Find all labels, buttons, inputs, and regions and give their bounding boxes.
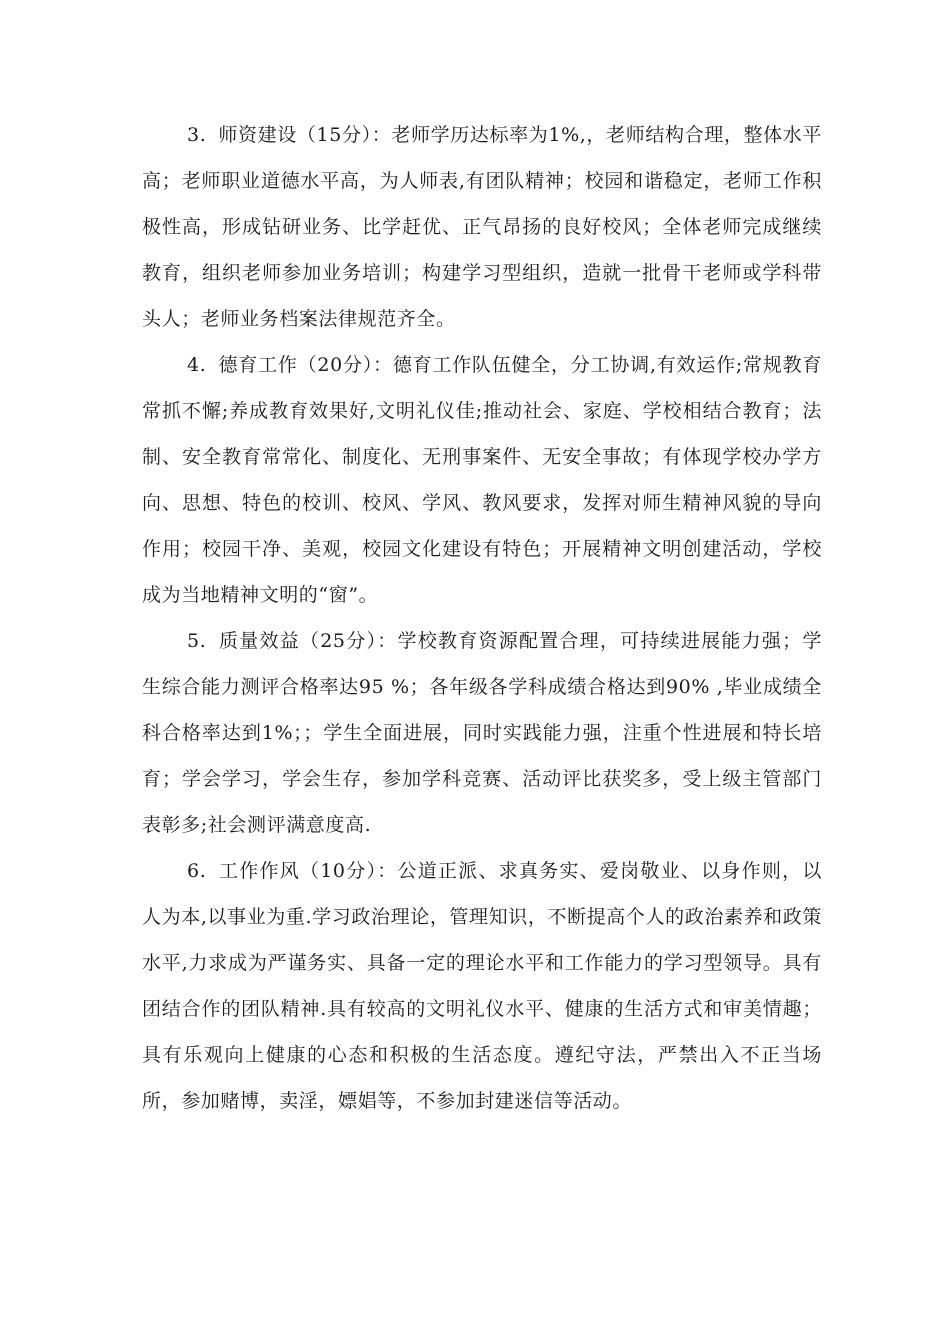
- section-body: 学校教育资源配置合理，可持续进展能力强；学生综合能力测评合格率达95 %；各年级各学科成绩合格达到90% ,毕业成绩全科合格率达到1%；；学生全面进展，同时实践能力强，注重个性进展和特长培育；学会学习，学会生存，参加学科竞赛、活动评比获奖多，受上级主管部门表彰多;社会测评满意度高.: [142, 630, 822, 836]
- section-heading: 德育工作（20分）：: [218, 354, 393, 376]
- paragraph-section-3: [142, 112, 822, 342]
- paragraph-section-6: [142, 848, 822, 1124]
- document-body: [142, 112, 822, 1124]
- section-number: 4.: [187, 354, 207, 376]
- section-number: 3.: [187, 124, 207, 146]
- section-body: 德育工作队伍健全，分工协调,有效运作;常规教育常抓不懈;养成教育效果好,文明礼仪佳;推动社会、家庭、学校相结合教育；法制、安全教育常常化、制度化、无刑事案件、无安全事故；有体现学校办学方向、思想、特色的校训、校风、学风、教风要求，发挥对师生精神风貌的导向作用；校园干净、美观，校园文化建设有特色；开展精神文明创建活动，学校成为当地精神文明的“窗”。: [142, 354, 822, 606]
- paragraph-section-4: [142, 342, 822, 618]
- paragraph-section-5: [142, 618, 822, 848]
- section-heading: 质量效益（25分）：: [218, 630, 398, 652]
- section-body: 老师学历达标率为1%,，老师结构合理，整体水平高；老师职业道德水平高，为人师表,有团队精神；校园和谐稳定，老师工作积极性高，形成钻研业务、比学赶优、正气昂扬的良好校风；全体老师完成继续教育，组织老师参加业务培训；构建学习型组织，造就一批骨干老师或学科带头人；老师业务档案法律规范齐全。: [142, 124, 822, 330]
- section-number: 6.: [187, 860, 207, 882]
- section-number: 5.: [187, 630, 207, 652]
- section-heading: 师资建设（15分）：: [218, 124, 392, 146]
- section-heading: 工作作风（10分）：: [218, 860, 398, 882]
- section-body: 公道正派、求真务实、爱岗敬业、以身作则，以人为本,以事业为重.学习政治理论，管理知识，不断提高个人的政治素养和政策水平,力求成为严谨务实、具备一定的理论水平和工作能力的学习型领导。具有团结合作的团队精神.具有较高的文明礼仪水平、健康的生活方式和审美情趣；具有乐观向上健康的心态和积极的生活态度。遵纪守法，严禁出入不正当场所，参加赌博，卖淫，嫖娼等，不参加封建迷信等活动。: [142, 860, 822, 1112]
